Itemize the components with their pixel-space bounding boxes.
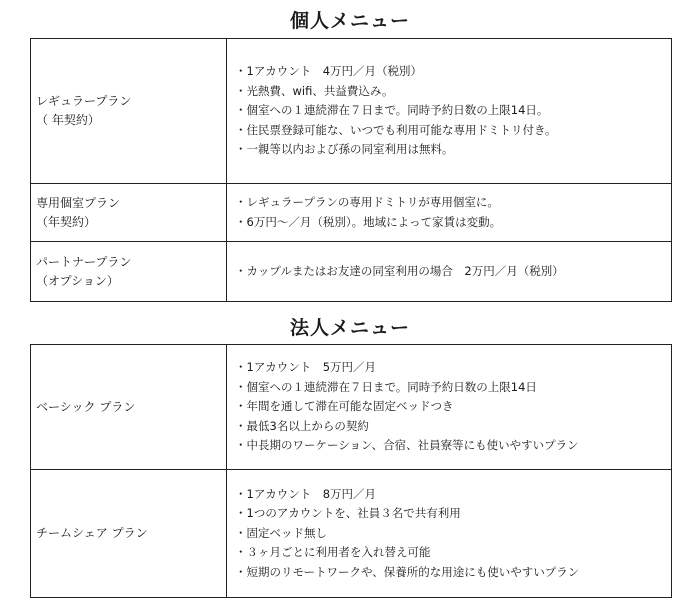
list-item: ・レギュラープランの専用ドミトリが専用個室に。	[235, 195, 499, 209]
list-item: ・個室への１連続滞在７日まで。同時予約日数の上限14日。	[235, 103, 549, 118]
plan-detail-list	[235, 358, 671, 456]
plan-name-cell	[31, 470, 227, 598]
plan-name-line: （オプション）	[36, 273, 119, 288]
list-item: ・固定ベッド無し	[235, 525, 327, 540]
plan-details-cell	[227, 345, 672, 470]
plan-details-cell	[227, 39, 672, 184]
list-item: ・一親等以内および孫の同室利用は無料。	[235, 142, 454, 157]
plan-details-cell	[227, 184, 672, 242]
plan-name-line: （ 年契約）	[36, 113, 100, 127]
personal-menu-title: 個人メニュー	[289, 10, 410, 32]
list-item: ・年間を通して滞在可能な固定ベッドつき	[235, 399, 454, 414]
personal-plan-table	[30, 38, 672, 302]
plan-name-line: （年契約）	[36, 214, 97, 229]
plan-name-cell	[31, 345, 227, 470]
list-item: ・1アカウント 5万円／月	[235, 360, 377, 375]
list-item: ・住民票登録可能な、いつでも利用可能な専用ドミトリ付き。	[235, 122, 557, 137]
table-row	[31, 470, 672, 598]
plan-name-line: レギュラープラン	[36, 94, 132, 108]
list-item: ・1アカウント 4万円／月（税別）	[235, 64, 423, 79]
list-item: ・最低3名以上からの契約	[235, 418, 369, 433]
plan-name-line: ベーシック プラン	[36, 399, 136, 414]
table-row	[31, 39, 672, 184]
table-row	[31, 242, 672, 302]
plan-name-line: チームシェア プラン	[36, 526, 148, 540]
list-item: ・6万円～／月（税別）。地域によって家賃は変動。	[235, 214, 502, 229]
list-item: ・光熱費、wifi、共益費込み。	[235, 83, 394, 98]
plan-name-cell	[31, 242, 227, 302]
plan-detail-list	[235, 262, 671, 282]
table-row	[31, 184, 672, 242]
plan-detail-list	[235, 485, 671, 583]
list-item: ・中長期のワーケーション、合宿、社員寮等にも使いやすいプラン	[235, 438, 579, 453]
table-row	[31, 345, 672, 470]
plan-detail-list	[235, 62, 671, 160]
corporate-menu-title: 法人メニュー	[289, 317, 410, 339]
plan-details-cell	[227, 242, 672, 302]
plan-name-line: パートナープラン	[36, 254, 132, 269]
list-item: ・個室への１連続滞在７日まで。同時予約日数の上限14日	[235, 379, 537, 394]
list-item: ・短期のリモートワークや、保養所的な用途にも使いやすいプラン	[235, 564, 580, 579]
list-item: ・カップルまたはお友達の同室利用の場合 2万円／月（税別）	[235, 263, 564, 278]
plan-detail-list	[235, 193, 671, 232]
plan-name-cell	[31, 184, 227, 242]
list-item: ・３ヶ月ごとに利用者を入れ替え可能	[235, 545, 431, 560]
plan-name-line: 専用個室プラン	[36, 195, 121, 210]
list-item: ・1つのアカウントを、社員３名で共有利用	[235, 506, 461, 521]
plan-details-cell	[227, 470, 672, 598]
plan-name-cell	[31, 39, 227, 184]
list-item: ・1アカウント 8万円／月	[235, 486, 377, 501]
corporate-plan-table	[30, 344, 672, 598]
